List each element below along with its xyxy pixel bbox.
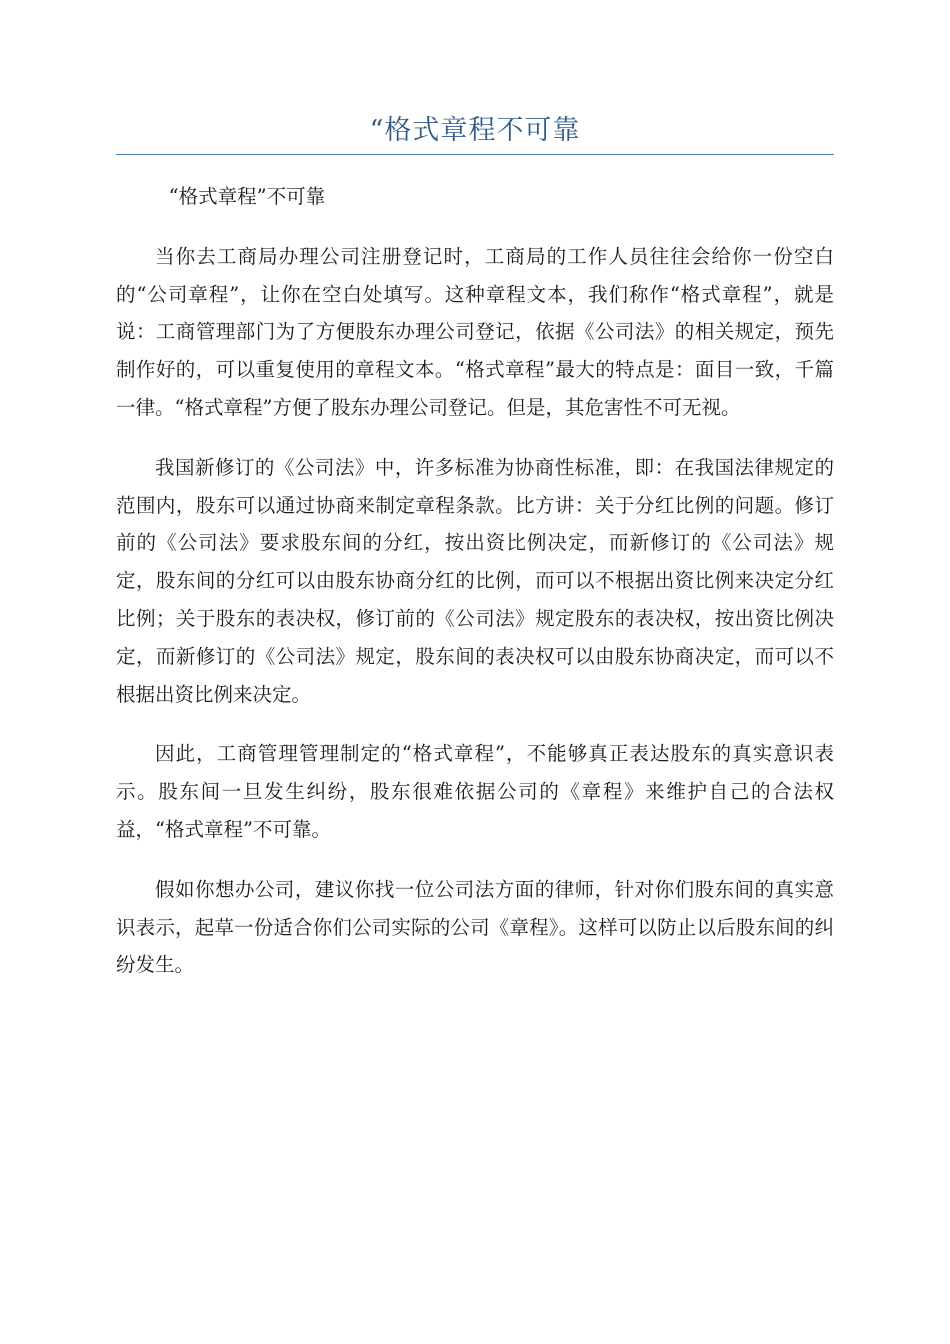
paragraph-1: 当你去工商局办理公司注册登记时，工商局的工作人员往往会给你一份空白的“公司章程”，让你在空白处填写。这种章程文本，我们称作“格式章程”，就是说：工商管理部门为了方便股东办理公司登记，依据《公司法》的相关规定，预先制作好的，可以重复使用的章程文本。“格式章程”最大的特点是：面目一致，千篇一律。“格式章程”方便了股东办理公司登记。但是，其危害性不可无视。 [116,244,834,419]
title-underline [116,154,834,155]
paragraph-4: 假如你想办公司，建议你找一位公司法方面的律师，针对你们股东间的真实意识表示，起草一份适合你们公司实际的公司《章程》。这样可以防止以后股东间的纠纷发生。 [116,877,834,977]
subtitle: “格式章程”不可靠 [168,185,326,208]
document-body [116,178,834,1006]
paragraph-2: 我国新修订的《公司法》中，许多标准为协商性标准，即：在我国法律规定的范围内，股东可以通过协商来制定章程条款。比方讲：关于分红比例的问题。修订前的《公司法》要求股东间的分红，按出资比例决定，而新修订的《公司法》规定，股东间的分红可以由股东协商分红的比例，而可以不根据出资比例来决定分红比例；关于股东的表决权，修订前的《公司法》规定股东的表决权，按出资比例决定，而新修订的《公司法》规定，股东间的表决权可以由股东协商决定，而可以不根据出资比例来决定。 [116,455,834,706]
page-title: “格式章程不可靠 [369,115,581,146]
paragraph-3: 因此，工商管理管理制定的“格式章程”，不能够真正表达股东的真实意识表示。股东间一旦发生纠纷，股东很难依据公司的《章程》来维护自己的合法权益，“格式章程”不可靠。 [116,742,834,841]
